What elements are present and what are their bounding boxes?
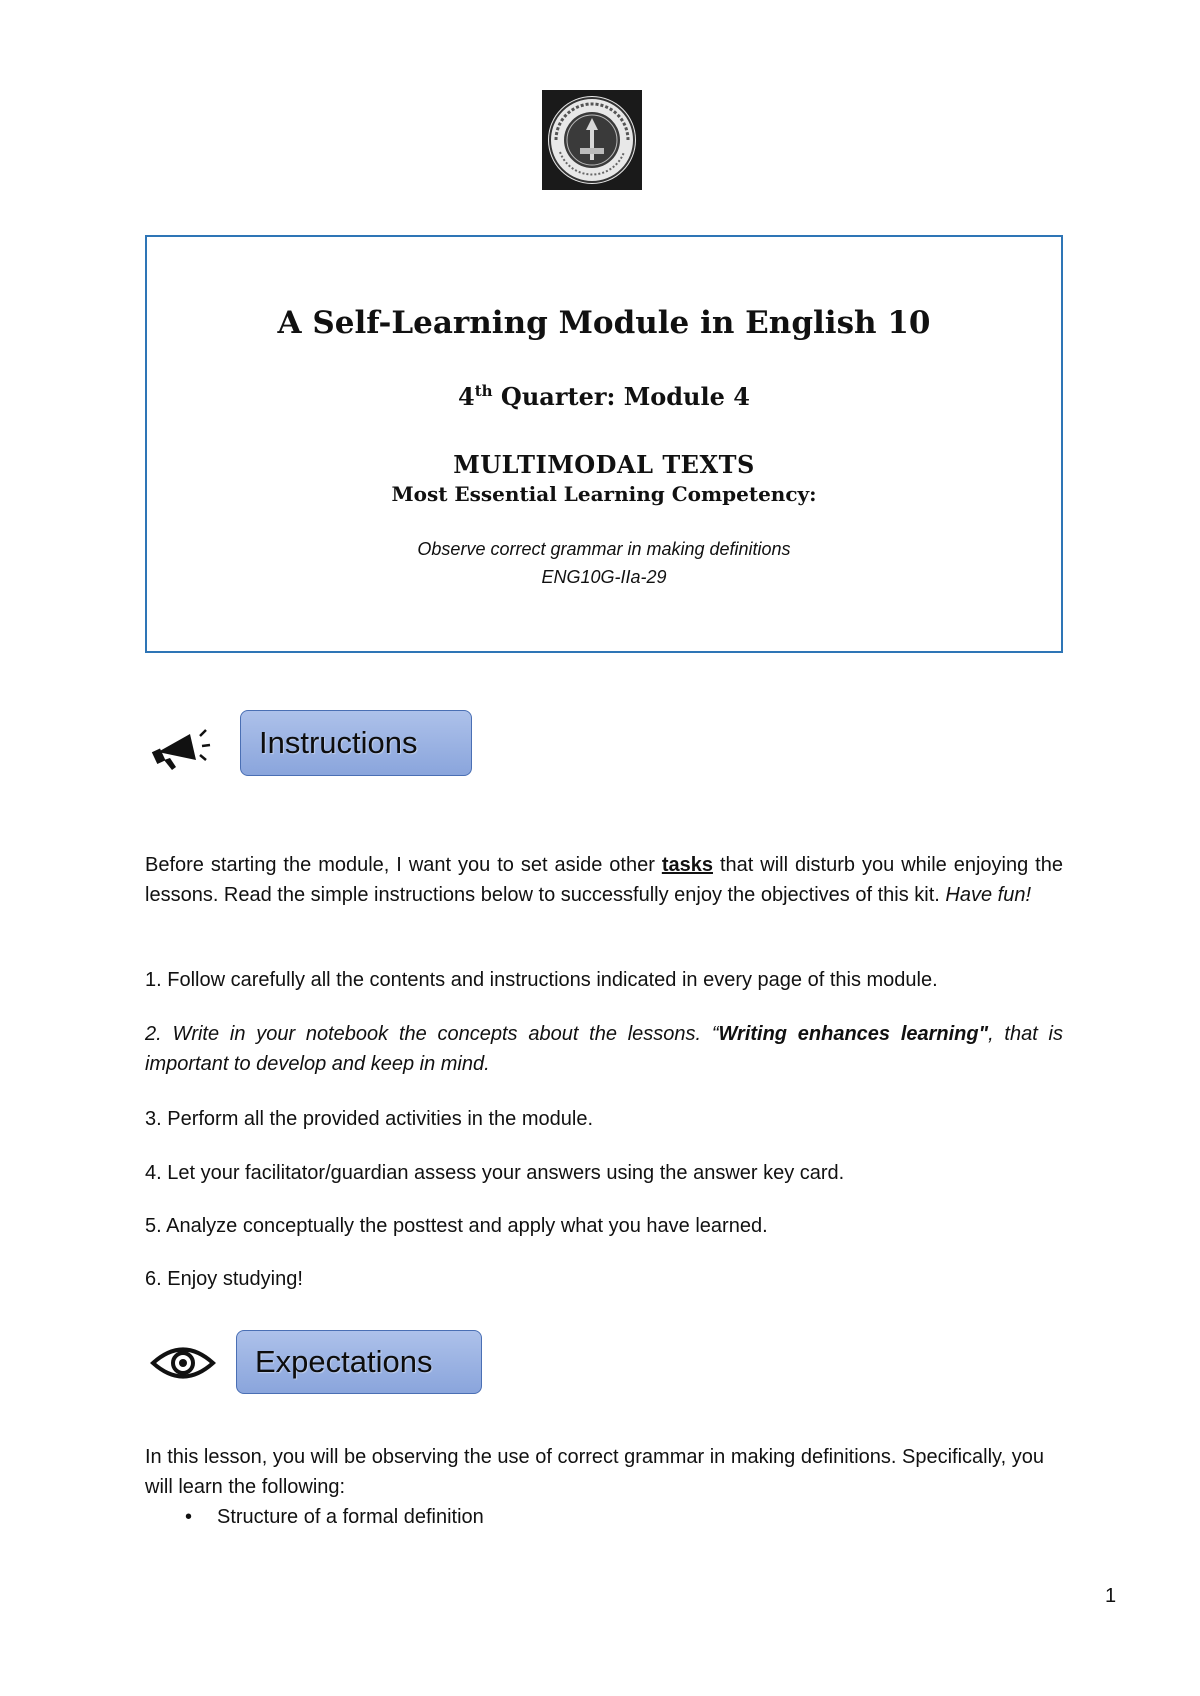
module-topic: MULTIMODAL TEXTS: [453, 450, 755, 479]
expectations-list: [145, 1502, 484, 1532]
instruction-item-3: 3. Perform all the provided activities in the module.: [145, 1108, 593, 1130]
bullet-text: Structure of a formal definition: [217, 1506, 484, 1528]
module-title-box: [145, 235, 1063, 653]
instruction-item-1: 1. Follow carefully all the contents and instructions indicated in every page of this module.: [145, 969, 938, 991]
instructions-intro: [145, 850, 1063, 910]
quarter-module: [147, 382, 1061, 411]
expectations-text: In this lesson, you will be observing the use of correct grammar in making definitions. Specifically, you will learn the following:: [145, 1446, 1044, 1498]
module-title: A Self-Learning Module in English 10: [277, 305, 931, 341]
competency-label: Most Essential Learning Competency:: [391, 482, 817, 506]
instructions-heading: Instructions: [240, 710, 472, 776]
megaphone-icon: [150, 722, 220, 777]
deped-seal: [542, 90, 642, 190]
intro-text-1: Before starting the module, I want you to set aside other: [145, 854, 662, 876]
competency-text: Observe correct grammar in making definitions: [417, 539, 791, 559]
page-number: 1: [1105, 1585, 1117, 1607]
bullet-icon: •: [185, 1506, 193, 1528]
intro-emphasis: tasks: [661, 854, 713, 876]
quarter-number: 4: [458, 382, 475, 411]
intro-italic: Have fun!: [945, 884, 1031, 906]
instruction-item-2: [145, 1019, 1063, 1079]
quarter-rest: Quarter: Module 4: [492, 382, 750, 411]
list-item: [145, 1502, 484, 1532]
item2-text-2: , that is important to develop and keep in mind.: [145, 1023, 1064, 1075]
instruction-item-5: 5. Analyze conceptually the posttest and apply what you have learned.: [145, 1215, 768, 1237]
instruction-item-4: 4. Let your facilitator/guardian assess your answers using the answer key card.: [145, 1162, 845, 1184]
intro-text-2: that will disturb you while enjoying the lessons. Read the simple instructions below to successfully enjoy the objectives of this kit.: [145, 854, 1063, 906]
item2-quote: Writing enhances learning": [718, 1023, 989, 1045]
eye-icon: [150, 1342, 216, 1389]
seal-emblem-icon: [542, 90, 642, 190]
quarter-suffix: th: [474, 382, 493, 400]
instruction-item-6: 6. Enjoy studying!: [145, 1268, 303, 1290]
item2-text-1: 2. Write in your notebook the concepts about the lessons. “: [145, 1023, 719, 1045]
competency-code: ENG10G-IIa-29: [541, 567, 667, 587]
expectations-heading: Expectations: [236, 1330, 482, 1394]
